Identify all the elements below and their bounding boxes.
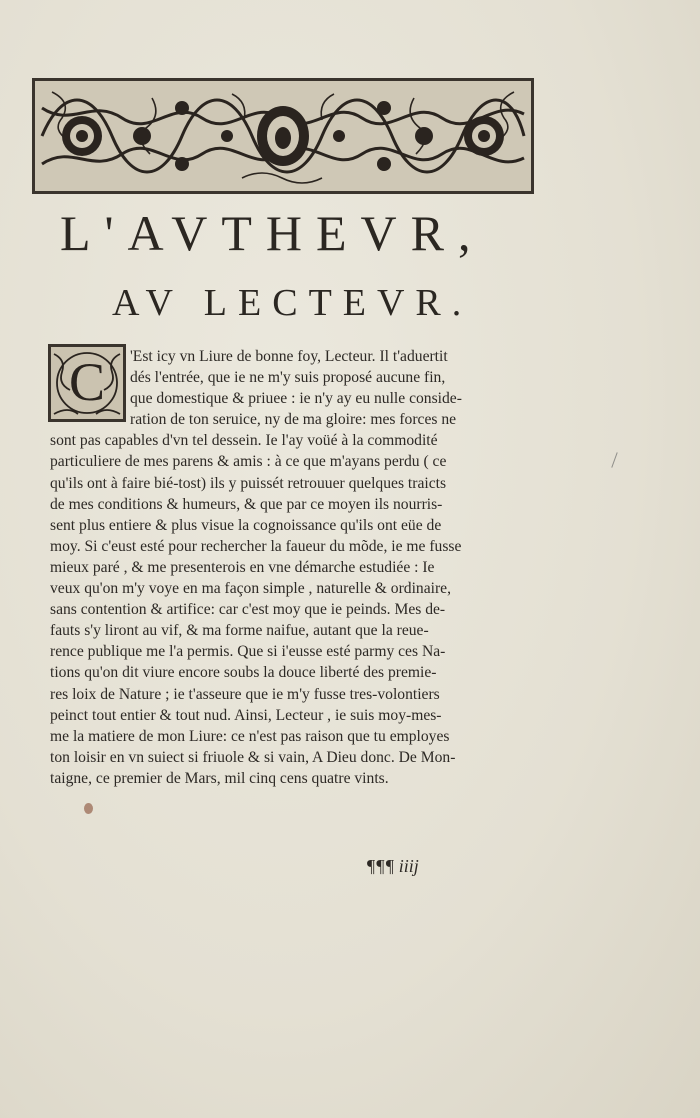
text-line: peinct tout entier & tout nud. Ainsi, Lecteur , ie suis moy-mes-: [50, 706, 442, 724]
text-line: ration de ton seruice, ny de ma gloire: mes forces ne: [130, 411, 457, 429]
chapter-title: L'AVTHEVR,: [60, 205, 485, 261]
signature-mark: ¶¶¶ iiij: [366, 856, 419, 876]
text-line: taigne, ce premier de Mars, mil cinq cens quatre vints.: [50, 769, 389, 787]
text-line: ton loisir en vn suiect si friuole & si vain, A Dieu donc. De Mon-: [50, 748, 456, 766]
text-line: particuliere de mes parens & amis : à ce que m'ayans perdu ( ce: [50, 453, 447, 471]
text-line: qu'ils ont à faire bié-tost) ils y puissét retrouuer quelques traicts: [50, 474, 447, 492]
text-line: fauts s'y liront au vif, & ma forme naifue, autant que la reue-: [50, 622, 429, 640]
text-line: dés l'entrée, que ie ne m'y suis proposé aucune fin,: [130, 369, 446, 387]
text-line: tions qu'on dit viure encore soubs la douce liberté des premie-: [50, 664, 437, 682]
text-line: 'Est icy vn Liure de bonne foy, Lecteur. Il t'aduertit: [130, 348, 448, 365]
ornamental-headpiece: [32, 78, 534, 194]
text-line: mieux paré , & me presenterois en vne démarche estudiée : Ie: [50, 558, 435, 576]
text-line: veux qu'on m'y voye en ma façon simple , naturelle & ordinaire,: [50, 580, 451, 598]
text-line: sans contention & artifice: car c'est moy que ie peinds. Mes de-: [50, 601, 446, 619]
chapter-subtitle: AV LECTEVR.: [112, 282, 473, 324]
text-line: sent plus entiere & plus visue la cognoissance qu'ils ont eüe de: [50, 516, 442, 534]
initial-letter-glyph: C: [68, 352, 106, 412]
text-line: me la matiere de mon Liure: ce n'est pas raison que tu employes: [50, 727, 450, 745]
ink-stain: [84, 803, 93, 814]
text-line: res loix de Nature ; ie t'asseure que ie m'y fusse tres-volontiers: [50, 685, 440, 703]
margin-mark: [611, 452, 617, 467]
preface-body: [50, 346, 520, 789]
text-line: que domestique & priuee : ie n'y ay eu nulle conside-: [130, 390, 462, 408]
text-line: rence publique me l'a permis. Que si i'eusse esté parmy ces Na-: [50, 643, 446, 661]
text-line: moy. Si c'eust esté pour rechercher la faueur du mõde, ie me fusse: [50, 537, 462, 555]
text-line: sont pas capables d'vn tel dessein. Ie l'ay voüé à la commodité: [50, 432, 438, 450]
text-line: de mes conditions & humeurs, & que par ce moyen ils nourris-: [50, 495, 443, 513]
